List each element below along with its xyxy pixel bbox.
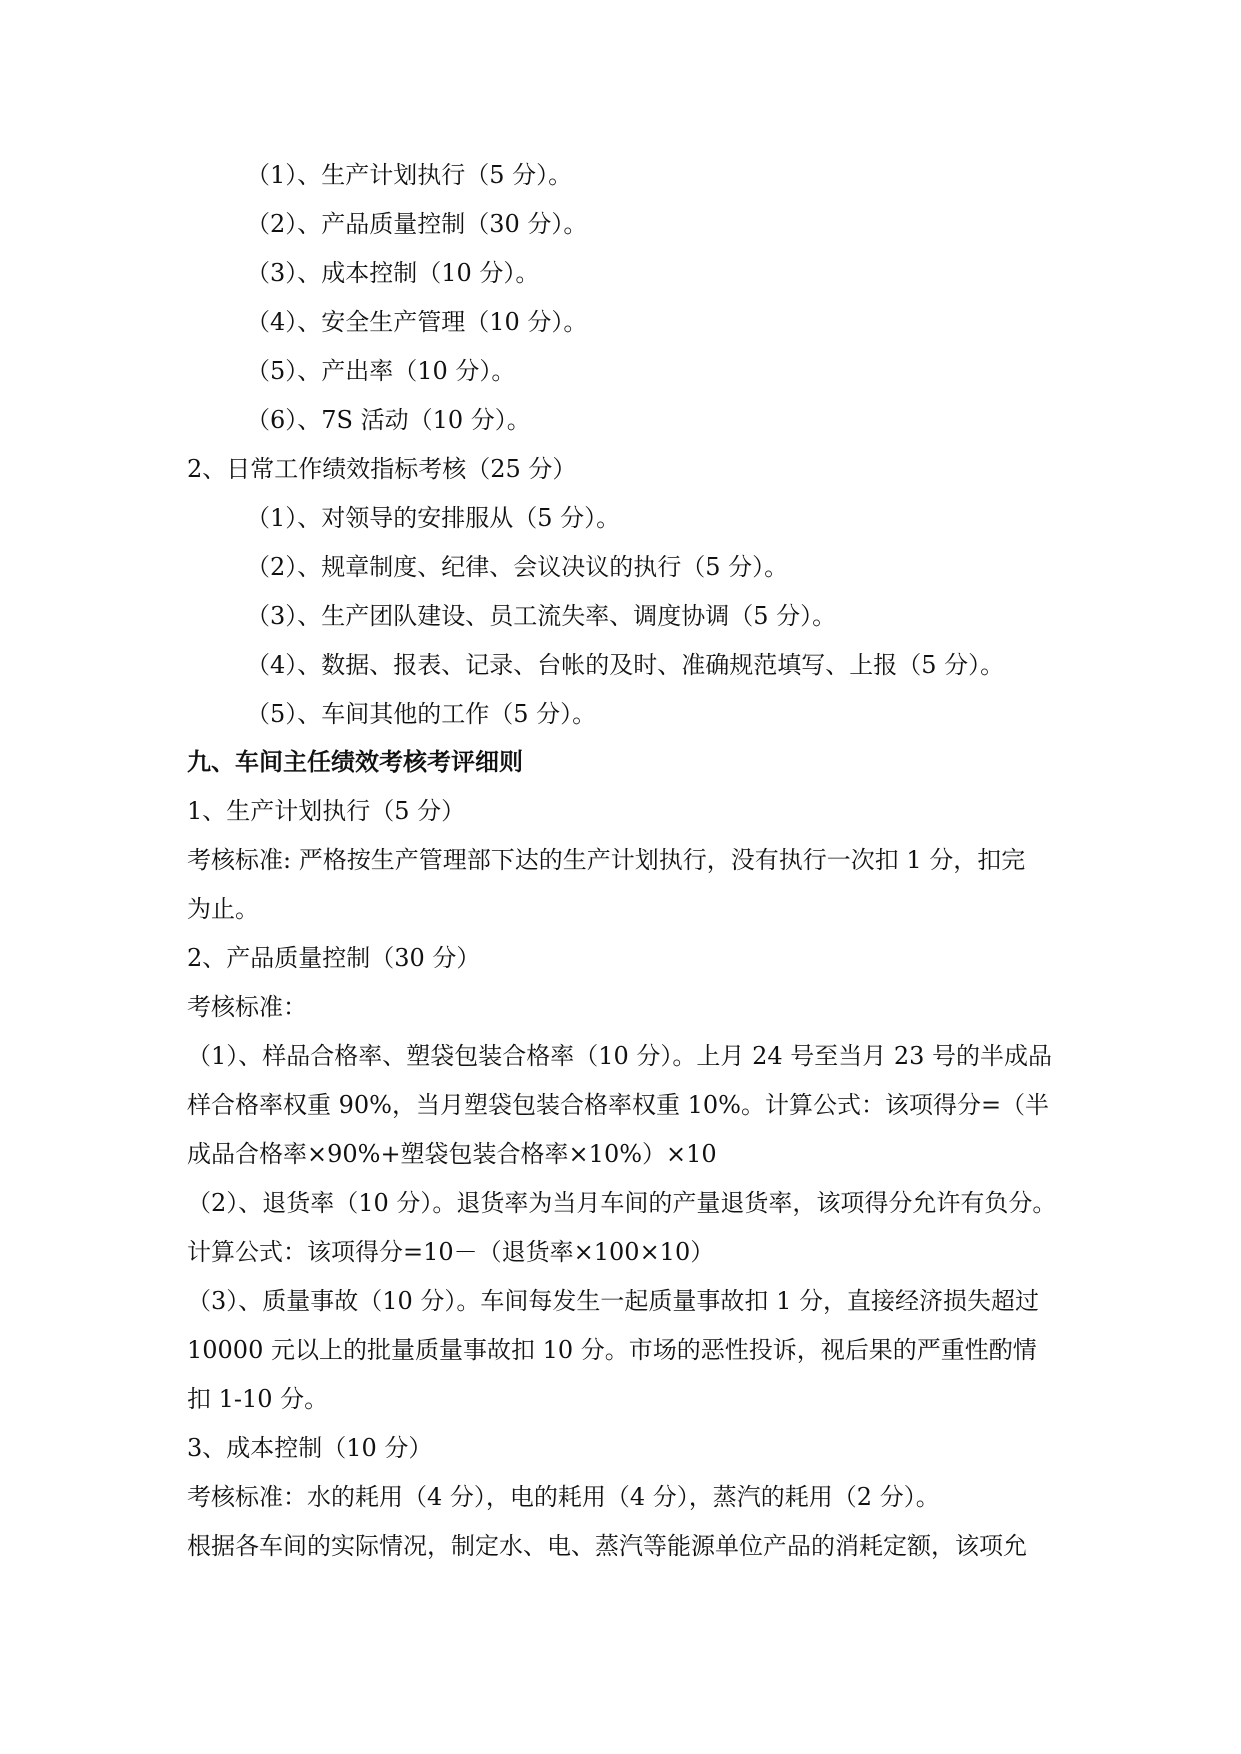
text-line: （2）、产品质量控制（30 分）。: [246, 210, 588, 238]
text-line: （4）、数据、报表、记录、台帐的及时、准确规范填写、上报（5 分）。: [246, 651, 1005, 679]
text-line: （4）、安全生产管理（10 分）。: [246, 308, 588, 336]
text-line: （5）、产出率（10 分）。: [246, 357, 516, 385]
text-line: 考核标准: 严格按生产管理部下达的生产计划执行，没有执行一次扣 1 分，扣完: [187, 846, 1026, 874]
text-line: 1、生产计划执行（5 分）: [187, 797, 466, 825]
text-line: （3）、质量事故（10 分）。车间每发生一起质量事故扣 1 分，直接经济损失超过: [187, 1287, 1039, 1315]
text-line: 扣 1-10 分。: [187, 1385, 329, 1413]
text-line: （2）、规章制度、纪律、会议决议的执行（5 分）。: [246, 553, 789, 581]
text-line: （3）、成本控制（10 分）。: [246, 259, 540, 287]
text-line: 根据各车间的实际情况，制定水、电、蒸汽等能源单位产品的消耗定额，该项允: [187, 1532, 1027, 1560]
text-line: （3）、生产团队建设、员工流失率、调度协调（5 分）。: [246, 602, 837, 630]
text-line: 成品合格率×90%+塑袋包装合格率×10%）×10: [187, 1140, 717, 1168]
text-line: 2、产品质量控制（30 分）: [187, 944, 481, 972]
text-line: 为止。: [187, 895, 259, 923]
text-line: 计算公式：该项得分=10－（退货率×100×10）: [187, 1238, 715, 1266]
text-line: 样合格率权重 90%，当月塑袋包装合格率权重 10%。计算公式：该项得分=（半: [187, 1091, 1050, 1119]
text-line: （1）、生产计划执行（5 分）。: [246, 161, 573, 189]
text-line: 10000 元以上的批量质量事故扣 10 分。市场的恶性投诉，视后果的严重性酌情: [187, 1336, 1037, 1364]
text-line: （6）、7S 活动（10 分）。: [246, 406, 531, 434]
text-line: （1）、对领导的安排服从（5 分）。: [246, 504, 621, 532]
section-heading: 九、车间主任绩效考核考评细则: [187, 747, 523, 776]
text-line: （2）、退货率（10 分）。退货率为当月车间的产量退货率，该项得分允许有负分。: [187, 1189, 1057, 1217]
text-line: （5）、车间其他的工作（5 分）。: [246, 700, 597, 728]
text-line: 考核标准：: [187, 993, 307, 1021]
text-line: 考核标准：水的耗用（4 分），电的耗用（4 分），蒸汽的耗用（2 分）。: [187, 1483, 940, 1511]
text-line: 2、日常工作绩效指标考核（25 分）: [187, 455, 577, 483]
text-line: 3、成本控制（10 分）: [187, 1434, 433, 1462]
text-line: （1）、样品合格率、塑袋包装合格率（10 分）。上月 24 号至当月 23 号的半成品: [187, 1042, 1053, 1070]
